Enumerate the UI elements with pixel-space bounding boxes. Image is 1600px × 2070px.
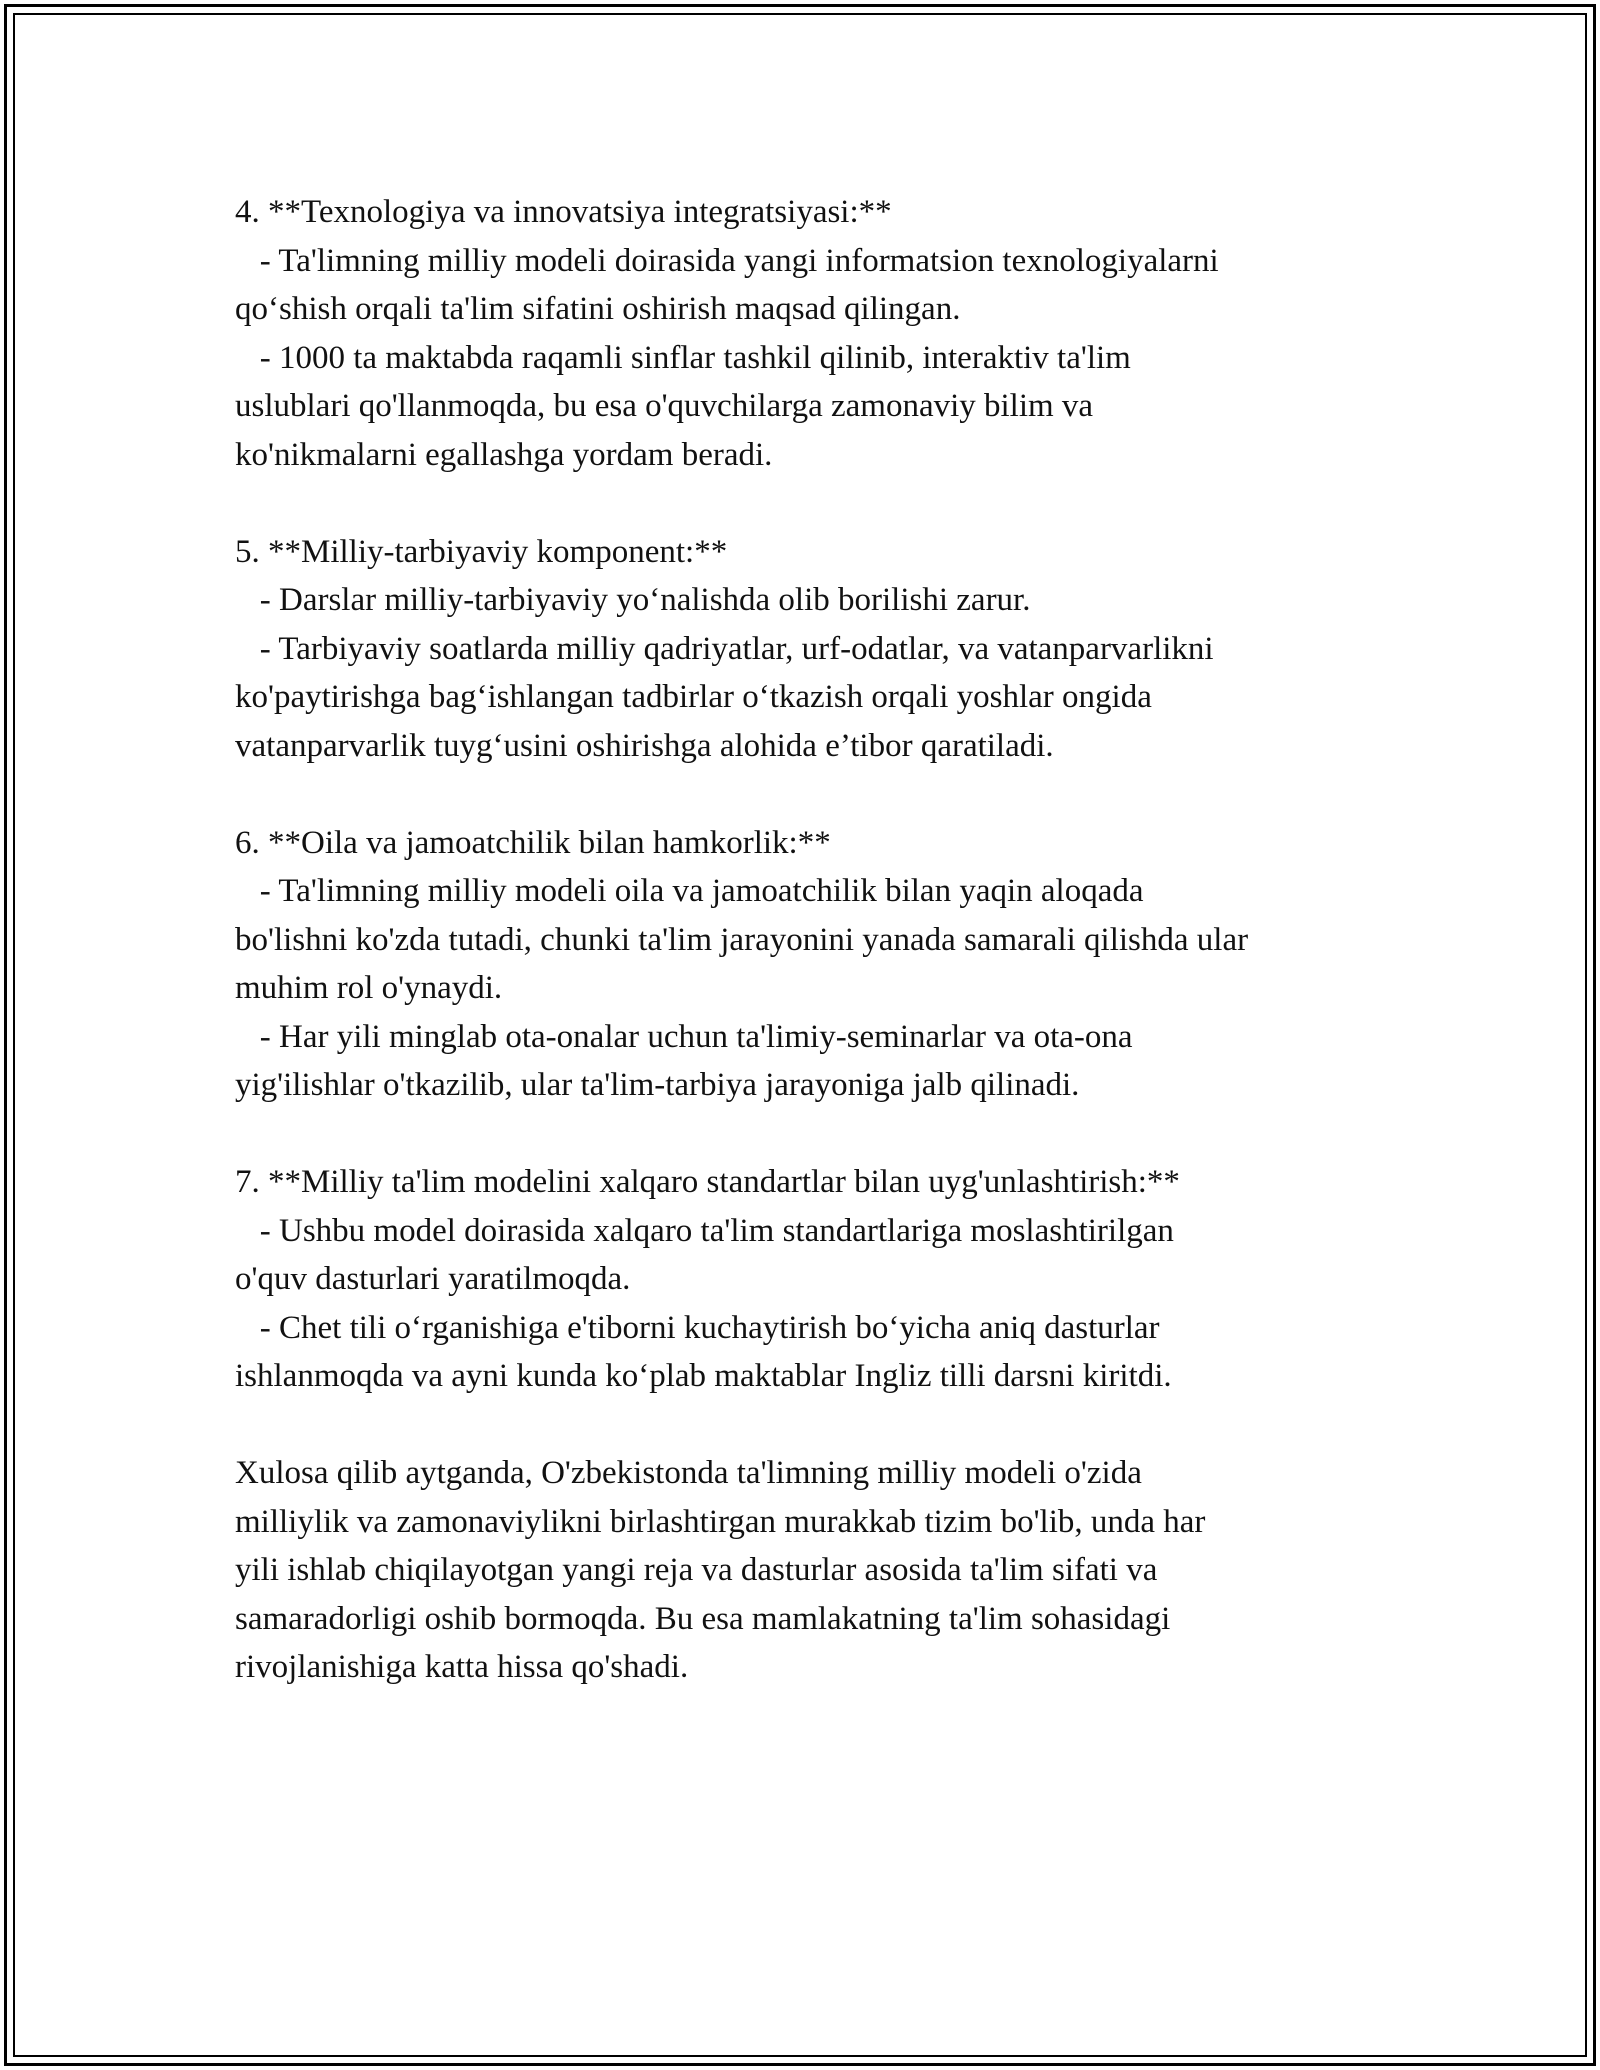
text-line: qo‘shish orqali ta'lim sifatini oshirish maqsad qilingan. — [235, 291, 961, 327]
section-heading: 4. **Texnologiya va innovatsiya integratsiyasi:** — [235, 194, 892, 230]
section-4 — [235, 188, 1415, 479]
section-heading: 5. **Milliy-tarbiyaviy komponent:** — [235, 533, 728, 570]
section-heading: 6. **Oila va jamoatchilik bilan hamkorlik:** — [235, 824, 831, 861]
text-line: yili ishlab chiqilayotgan yangi reja va dasturlar asosida ta'lim sifati va — [235, 1552, 1158, 1588]
text-line: muhim rol o'ynaydi. — [235, 970, 503, 1006]
paragraph-gap — [235, 479, 1415, 528]
section-5 — [235, 528, 1415, 771]
text-line: vatanparvarlik tuyg‘usini oshirishga alohida e’tibor qaratiladi. — [235, 727, 1054, 764]
conclusion-paragraph — [235, 1449, 1415, 1692]
paragraph-gap — [235, 1110, 1415, 1159]
text-line: ko'paytirishga bag‘ishlangan tadbirlar o‘tkazish orqali yoshlar ongida — [235, 679, 1152, 715]
text-line: - Tarbiyaviy soatlarda milliy qadriyatlar, urf-odatlar, va vatanparvarlikni — [235, 630, 1214, 667]
section-6 — [235, 819, 1415, 1110]
text-line: yig'ilishlar o'tkazilib, ular ta'lim-tarbiya jarayoniga jalb qilinadi. — [235, 1067, 1080, 1103]
text-line: - Chet tili o‘rganishiga e'tiborni kuchaytirish bo‘yicha aniq dasturlar — [235, 1309, 1160, 1346]
section-7 — [235, 1158, 1415, 1401]
text-line: bo'lishni ko'zda tutadi, chunki ta'lim jarayonini yanada samarali qilishda ular — [235, 921, 1249, 958]
text-line: - 1000 ta maktabda raqamli sinflar tashkil qilinib, interaktiv ta'lim — [235, 339, 1131, 376]
text-line: o'quv dasturlari yaratilmoqda. — [235, 1261, 631, 1297]
text-line: - Ushbu model doirasida xalqaro ta'lim standartlariga moslashtirilgan — [235, 1212, 1174, 1249]
text-line: ishlanmoqda va ayni kunda ko‘plab maktablar Ingliz tilli darsni kiritdi. — [235, 1358, 1172, 1394]
text-line: milliylik va zamonaviylikni birlashtirgan murakkab tizim bo'lib, unda har — [235, 1503, 1206, 1540]
text-line: rivojlanishiga katta hissa qo'shadi. — [235, 1649, 689, 1685]
text-line: uslublari qo'llanmoqda, bu esa o'quvchilarga zamonaviy bilim va — [235, 388, 1094, 424]
section-heading: 7. **Milliy ta'lim modelini xalqaro standartlar bilan uyg'unlashtirish:** — [235, 1164, 1180, 1200]
text-line: - Ta'limning milliy modeli oila va jamoatchilik bilan yaqin aloqada — [235, 873, 1144, 909]
text-line: - Ta'limning milliy modeli doirasida yangi informatsion texnologiyalarni — [235, 242, 1219, 279]
paragraph-gap — [235, 770, 1415, 819]
text-line: - Darslar milliy-tarbiyaviy yo‘nalishda olib borilishi zarur. — [235, 582, 1031, 618]
paragraph-gap — [235, 1401, 1415, 1450]
document-body — [235, 188, 1415, 1692]
text-line: - Har yili minglab ota-onalar uchun ta'limiy-seminarlar va ota-ona — [235, 1018, 1133, 1055]
text-line: ko'nikmalarni egallashga yordam beradi. — [235, 436, 773, 473]
text-line: samaradorligi oshib bormoqda. Bu esa mamlakatning ta'lim sohasidagi — [235, 1600, 1171, 1637]
text-line: Xulosa qilib aytganda, O'zbekistonda ta'limning milliy modeli o'zida — [235, 1455, 1142, 1491]
